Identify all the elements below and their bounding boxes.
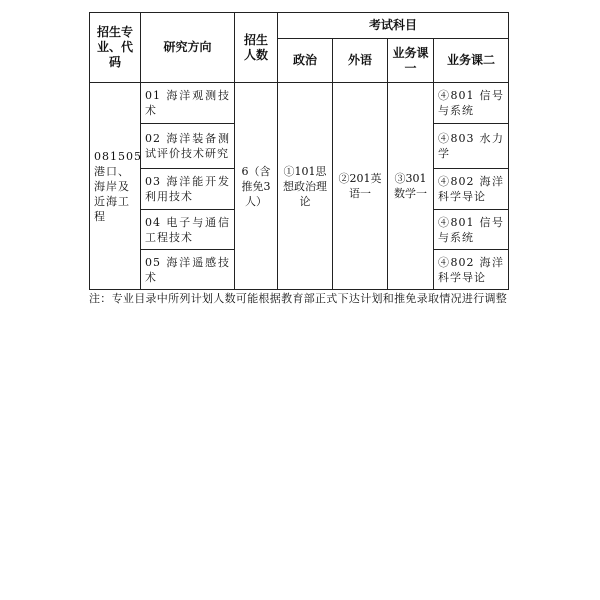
table-row <box>90 83 509 124</box>
course-two-cell: ④802 海洋科学导论 <box>434 250 509 290</box>
header-course-two: 业务课二 <box>434 39 509 83</box>
header-research-direction: 研究方向 <box>141 13 235 83</box>
direction-cell: 04 电子与通信工程技术 <box>141 210 235 250</box>
politics-cell: ①101思想政治理论 <box>278 83 333 290</box>
header-course-one: 业务课一 <box>388 39 434 83</box>
enrollment-table <box>89 12 509 290</box>
language-cell: ②201英语一 <box>333 83 388 290</box>
direction-cell: 03 海洋能开发利用技术 <box>141 169 235 210</box>
course-two-cell: ④802 海洋科学导论 <box>434 169 509 210</box>
header-exam-subjects: 考试科目 <box>278 13 509 39</box>
direction-cell: 01 海洋观测技术 <box>141 83 235 124</box>
header-foreign-language: 外语 <box>333 39 388 83</box>
footnote: 注：专业目录中所列计划人数可能根据教育部正式下达计划和推免录取情况进行调整 <box>89 292 508 305</box>
header-row-1 <box>90 13 509 39</box>
direction-cell: 02 海洋装备测试评价技术研究 <box>141 124 235 169</box>
major-cell: 081505港口、海岸及近海工程 <box>90 83 141 290</box>
direction-cell: 05 海洋遥感技术 <box>141 250 235 290</box>
header-politics: 政治 <box>278 39 333 83</box>
course-one-cell: ③301数学一 <box>388 83 434 290</box>
enrollment-cell: 6（含推免3人） <box>235 83 278 290</box>
header-enrollment: 招生人数 <box>235 13 278 83</box>
course-two-cell: ④801 信号与系统 <box>434 83 509 124</box>
header-major-code: 招生专业、代码 <box>90 13 141 83</box>
course-two-cell: ④801 信号与系统 <box>434 210 509 250</box>
course-two-cell: ④803 水力学 <box>434 124 509 169</box>
